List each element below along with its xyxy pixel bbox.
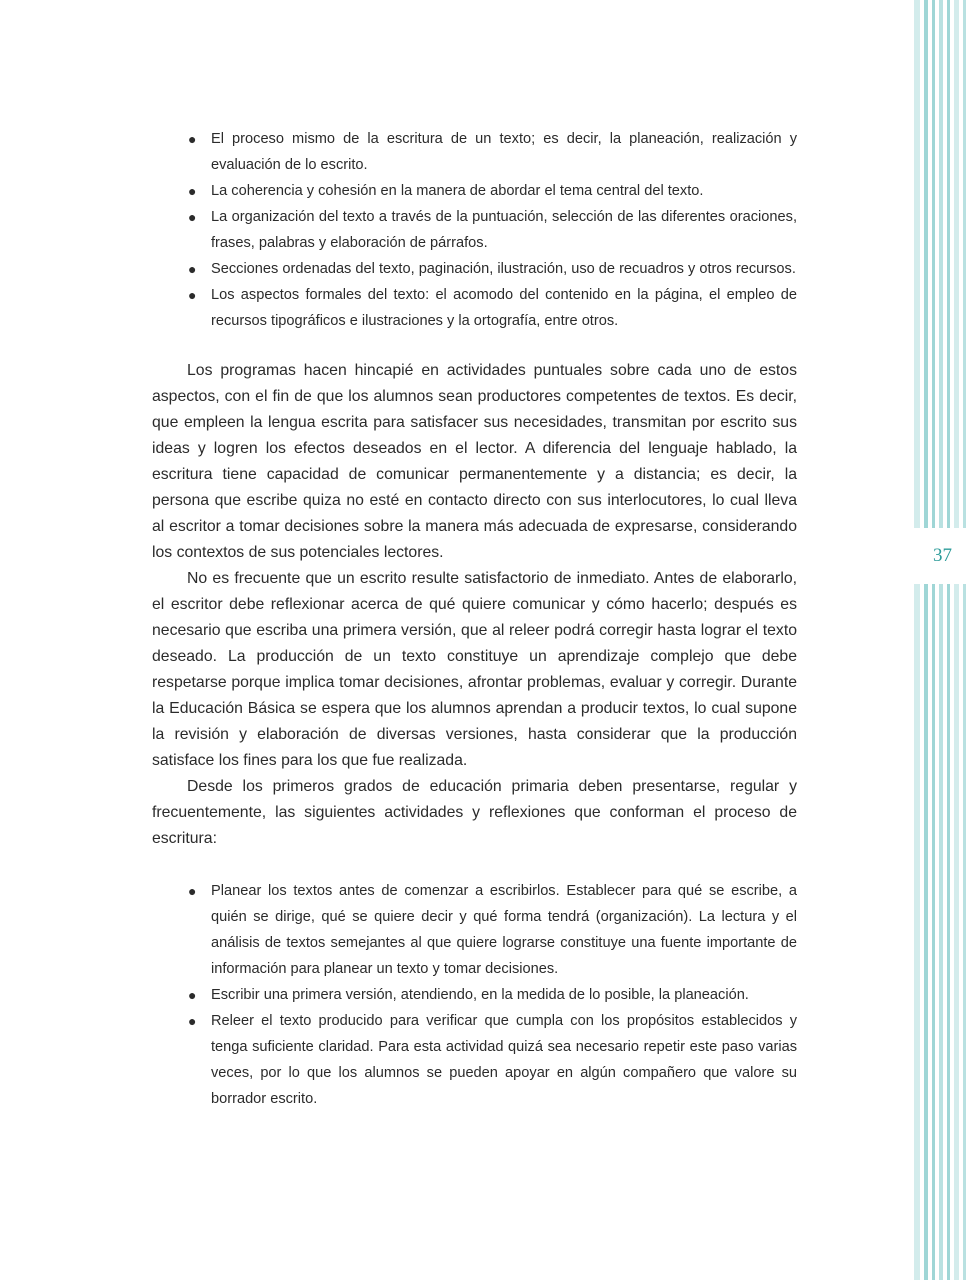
stripe xyxy=(939,0,943,1280)
list-item: ● La coherencia y cohesión en la manera de abordar el tema central del texto. xyxy=(211,178,797,204)
list-item: ● La organización del texto a través de la puntuación, selección de las diferentes oraciones, frases, palabras y elaboración de párrafos. xyxy=(211,204,797,256)
margin-stripes xyxy=(912,0,972,1280)
bullet-icon: ● xyxy=(188,987,197,1003)
paragraph: Desde los primeros grados de educación primaria deben presentarse, regular y frecuentemente, las siguientes actividades y reflexiones que conforman el proceso de escritura: xyxy=(152,778,797,847)
list-item: ● El proceso mismo de la escritura de un texto; es decir, la planeación, realización y evaluación de lo escrito. xyxy=(211,126,797,178)
stripe xyxy=(932,0,935,1280)
paragraph: No es frecuente que un escrito resulte satisfactorio de inmediato. Antes de elaborarlo, el escritor debe reflexionar acerca de qué quiere comunicar y cómo hacerlo; después es necesario que escriba una primera versión, que al releer podrá corregir hasta lograr el texto deseado. La producción de un texto constituye un aprendizaje complejo que debe respetarse porque implica tomar decisiones, afrontar problemas, evaluar y corregir. Durante la Educación Básica se espera que los alumnos aprendan a producir textos, lo cual supone la revisión y elaboración de diversas versiones, hasta considerar que la producción satisface los fines para los que fue realizada. xyxy=(152,570,797,769)
paragraph: Los programas hacen hincapié en actividades puntuales sobre cada uno de estos aspectos, con el fin de que los alumnos sean productores competentes de textos. Es decir, que empleen la lengua escrita para satisfacer sus necesidades, transmitan por escrito sus ideas y logren los efectos deseados en el lector. A diferencia del lenguaje hablado, la escritura tiene capacidad de comunicar permanentemente y a distancia; es decir, la persona que escribe quiza no esté en contacto directo con sus interlocutores, lo cual lleva al escritor a tomar decisiones sobre la manera más adecuada de expresarse, considerando los contextos de sus potenciales lectores. xyxy=(152,362,797,561)
list-item: ● Releer el texto producido para verificar que cumpla con los propósitos establecidos y tenga suficiente claridad. Para esta actividad quizá sea necesario repetir este paso varias veces, por lo que los alumnos se pueden apoyar en algún compañero que valore su borrador escrito. xyxy=(211,1008,797,1112)
bullet-list-top xyxy=(152,126,797,334)
stripe xyxy=(963,0,966,1280)
page-content xyxy=(152,126,797,1112)
list-item: ● Escribir una primera versión, atendiendo, en la medida de lo posible, la planeación. xyxy=(211,982,797,1008)
stripe xyxy=(924,0,928,1280)
stripe xyxy=(954,0,959,1280)
bullet-list-bottom xyxy=(152,878,797,1112)
stripe xyxy=(914,0,920,1280)
stripe xyxy=(947,0,950,1280)
list-item: ● Los aspectos formales del texto: el acomodo del contenido en la página, el empleo de recursos tipográficos e ilustraciones y la ortografía, entre otros. xyxy=(211,282,797,334)
bullet-icon: ● xyxy=(188,183,197,199)
page-number-box xyxy=(912,528,972,584)
bullet-icon: ● xyxy=(188,131,197,147)
bullet-icon: ● xyxy=(188,209,197,225)
bullet-icon: ● xyxy=(188,1013,197,1029)
list-item: ● Secciones ordenadas del texto, paginación, ilustración, uso de recuadros y otros recursos. xyxy=(211,256,797,282)
bullet-icon: ● xyxy=(188,261,197,277)
bullet-icon: ● xyxy=(188,883,197,899)
list-item: ● Planear los textos antes de comenzar a escribirlos. Establecer para qué se escribe, a quién se dirige, qué se quiere decir y qué forma tendrá (organización). La lectura y el análisis de textos semejantes al que quiere lograrse constituye una fuente importante de información para planear un texto y tomar decisiones. xyxy=(211,878,797,982)
page-number: 37 xyxy=(933,545,952,566)
bullet-icon: ● xyxy=(188,287,197,303)
